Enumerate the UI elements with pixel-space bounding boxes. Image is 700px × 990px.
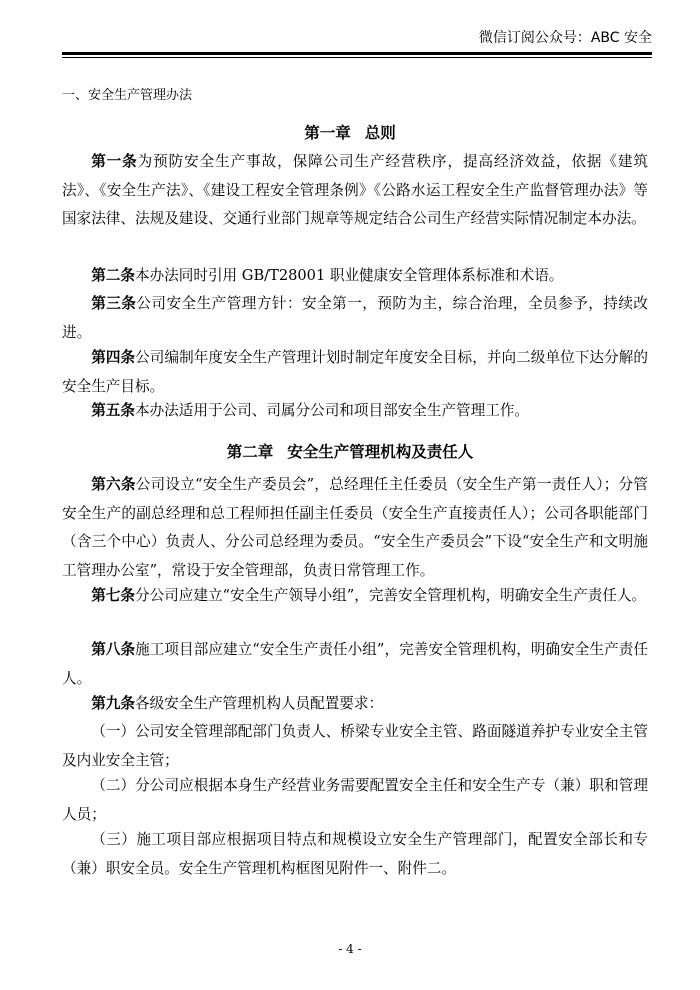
article-text: 公司安全生产管理方针：安全第一，预防为主，综合治理，全员参予，持续改进。 — [62, 295, 648, 341]
article-label: 第八条 — [91, 641, 136, 658]
article-text: 公司设立“安全生产委员会”，总经理任主任委员（安全生产第一责任人）；分管安全生产的副总经理和总工程师担任副主任委员（安全生产直接责任人）；公司各职能部门（含三个中心）负责人、分公司总经理为委员。“安全生产委员会”下设“安全生产和文明施工管理办公室”，常设于安全管理部，负责日常管理工作。 — [62, 476, 648, 579]
article-label: 第六条 — [91, 476, 136, 493]
article-text: 各级安全生产管理机构人员配置要求： — [134, 695, 384, 712]
chapter-number: 第二章 — [226, 443, 274, 461]
article-4 — [62, 344, 648, 401]
article-label: 第一条 — [91, 153, 138, 170]
article-7 — [62, 582, 648, 611]
article-label: 第九条 — [91, 695, 135, 712]
chapter-name: 安全生产管理机构及责任人 — [287, 443, 474, 461]
article-6 — [62, 471, 648, 585]
article-text: 公司编制年度安全生产管理计划时制定年度安全目标，并向二级单位下达分解的安全生产目标。 — [62, 349, 648, 395]
article-9 — [62, 690, 648, 719]
header-rule-thick — [62, 52, 652, 55]
article-text: 本办法同时引用 GB/T28001 职业健康安全管理体系标准和术语。 — [134, 267, 564, 284]
article-label: 第五条 — [91, 402, 135, 419]
article-8 — [62, 636, 648, 693]
article-label: 第四条 — [91, 349, 136, 366]
article-text: 分公司应建立“安全生产领导小组”，完善安全管理机构，明确安全生产责任人。 — [134, 587, 647, 604]
chapter-1-title — [0, 121, 700, 143]
chapter-2-title — [0, 440, 700, 462]
chapter-number: 第一章 — [304, 124, 351, 142]
page-number: - 4 - — [338, 942, 362, 956]
article-text: 为预防安全生产事故，保障公司生产经营秩序，提高经济效益，依据《建筑法》、《安全生产法》、《建设工程安全管理条例》《公路水运工程安全生产监督管理办法》等国家法律、法规及建设、交通行业部门规章等规定结合公司生产经营实际情况制定本办法。 — [62, 153, 648, 227]
article-label: 第七条 — [91, 587, 135, 604]
chapter-name: 总则 — [364, 124, 396, 142]
article-1 — [62, 148, 648, 234]
list-item-3: （三）施工项目部应根据项目特点和规模设立安全生产管理部门，配置安全部长和专（兼）职安全员。安全生产管理机构框图见附件一、附件二。 — [62, 831, 648, 877]
article-text: 本办法适用于公司、司属分公司和项目部安全生产管理工作。 — [134, 402, 530, 419]
section-heading: 一、安全生产管理办法 — [62, 88, 193, 103]
article-text: 施工项目部应建立“安全生产责任小组”，完善安全管理机构，明确安全生产责任人。 — [62, 641, 648, 687]
header-rule-thin — [62, 57, 652, 58]
article-label: 第二条 — [91, 267, 135, 284]
header-text: 微信订阅公众号：ABC 安全 — [478, 30, 652, 46]
article-3 — [62, 290, 648, 347]
article-2 — [62, 262, 648, 291]
article-5 — [62, 397, 648, 426]
article-label: 第三条 — [91, 295, 137, 312]
list-item-1: （一）公司安全管理部配部门负责人、桥梁专业安全主管、路面隧道养护专业安全主管及内业安全主管； — [62, 723, 648, 769]
list-item-2: （二）分公司应根据本身生产经营业务需要配置安全主任和安全生产专（兼）职和管理人员； — [62, 777, 648, 823]
